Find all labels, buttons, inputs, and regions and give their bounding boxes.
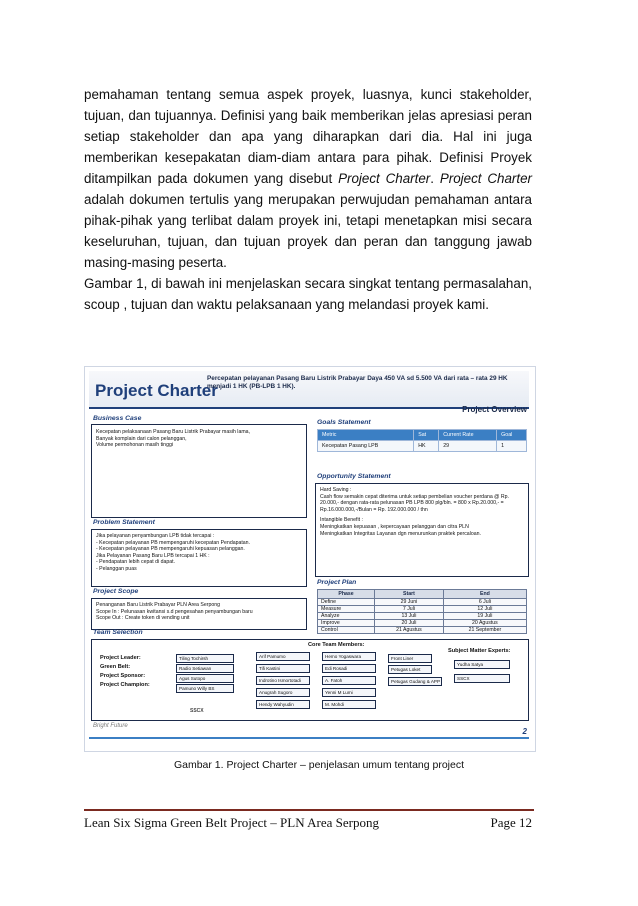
problem-text: Jika pelayanan penyambungan LPB tidak tercapai : - Kecepatan pelayanan PB mempengaruhi kecepatan Pendapatan. - Kecepatan pelayanan PB mempengaruhi kepuasan pelanggan. Jika Pelayanan Pasang Baru LPB tercapai 1 HK : - Pendapatan lebih cepat di dapat. - Pelanggan puas bbox=[96, 533, 251, 572]
project-overview-label: Project Overview bbox=[462, 405, 527, 414]
business-case-item: Volume permohonan masih tinggi bbox=[96, 442, 173, 449]
charter-subtitle: Percepatan pelayanan Pasang Baru Listrik Prabayar Daya 450 VA sd 5.500 VA dari rata – rata 29 HK menjadi 1 HK (PB-LPB 1 HK). bbox=[207, 375, 508, 390]
project-charter-figure bbox=[84, 366, 536, 752]
problem-box bbox=[91, 529, 307, 587]
team-heading: Team Selection bbox=[93, 629, 143, 636]
team-name: Pamuno Willy BS bbox=[176, 684, 234, 693]
intangible-item: Meningkatkan Integritas Layanan dgn menurunkan praktek percaloan. bbox=[320, 530, 481, 537]
paragraph-2: Gambar 1, di bawah ini menjelaskan secara singkat tentang permasalahan, scoup , tujuan dan waktu pelaksanaan yang melandasi proyek kami. bbox=[84, 276, 532, 312]
opportunity-heading: Opportunity Statement bbox=[317, 473, 391, 480]
plan-col: Phase bbox=[318, 590, 375, 599]
italic-term: Project Charter bbox=[439, 171, 533, 186]
scope-text: Penanganan Baru Listrik Prabayar PLN Area Serpong Scope In : Pelunasan kwitansi s.d pengesahan penyambungan baru Scope Out : Create token di vending unit bbox=[96, 602, 253, 622]
problem-heading: Problem Statement bbox=[93, 519, 155, 526]
core-team-heading: Core Team Members: bbox=[308, 642, 365, 648]
figure-page-number: 2 bbox=[522, 727, 527, 736]
hard-saving-text: Cash flow semakin cepat diterima untuk setiap pembelian voucher perdana @ Rp. 20.000,- dengan rata-rata pelunasan PB LPB 800 plg/bln. = 800 x Rp.20.000,- = Rp.16.000.000,-/Bulan = Rp. 192.000.000 / thn bbox=[320, 493, 509, 513]
goals-col-metric: Metric bbox=[318, 430, 414, 441]
team-name: Tiling Tochirsh bbox=[176, 654, 234, 663]
business-case-item: Kecepatan pelaksanaan Pasang Baru Listrik Prabayar masih lama, bbox=[96, 429, 250, 435]
charter-title: Project Charter bbox=[95, 381, 218, 400]
goals-table bbox=[317, 429, 527, 452]
figure-footer-rule bbox=[89, 737, 529, 739]
goals-col-current: Current Rate bbox=[439, 430, 497, 441]
goals-col-goal: Goal bbox=[497, 430, 527, 441]
sme-name: SSCX bbox=[454, 674, 510, 683]
goals-heading: Goals Statement bbox=[317, 419, 371, 426]
intangible-heading: Intangible Benefit : bbox=[320, 517, 363, 524]
business-case-text bbox=[96, 429, 301, 449]
team-box: Project Leader: Green Belt: Project Sponsor: Project Champion: Tiling Tochirsh Radio Setiawan Agus Sutopo Pamuno Willy BS SSCX Core Team Members: Arif Pamumo Hemo Yogaswara Front Liner Tifi Kastini Edi Rosadi Petugas Loket Indrotino Ismortotadi A. Fatoh Petugas Gudang & APP Anugrah Sugoro Yenni M Lumi Hendy Wahyudin M. Mohdi Subject Matter Experts: Yudha Satya SSCX bbox=[91, 639, 529, 721]
italic-term: Project Charter bbox=[338, 171, 431, 186]
goals-cell: 29 bbox=[439, 441, 497, 452]
opportunity-text bbox=[320, 487, 524, 537]
goals-cell: 1 bbox=[497, 441, 527, 452]
plan-col: Start bbox=[375, 590, 444, 599]
footer-title: Lean Six Sigma Green Belt Project – PLN Area Serpong bbox=[84, 815, 379, 830]
plan-col: End bbox=[443, 590, 526, 599]
sme-heading: Subject Matter Experts: bbox=[448, 648, 511, 654]
goals-cell: Kecepatan Pasang LPB bbox=[318, 441, 414, 452]
plan-heading: Project Plan bbox=[317, 579, 357, 586]
intangible-item: Meningkatkan kepuasan , kepercayaan pelanggan dan citra PLN bbox=[320, 523, 469, 530]
team-name: Radio Setiawan bbox=[176, 664, 234, 673]
charter-header bbox=[89, 371, 529, 409]
goals-cell: HK bbox=[414, 441, 439, 452]
brand-logo: Bright Future bbox=[93, 723, 128, 729]
business-case-box bbox=[91, 424, 307, 518]
figure-caption: Gambar 1. Project Charter – penjelasan umum tentang project bbox=[173, 759, 465, 771]
scope-box bbox=[91, 598, 307, 630]
goals-col-sat: Sat bbox=[414, 430, 439, 441]
team-name: Agus Sutopo bbox=[176, 674, 234, 683]
hard-saving-heading: Hard Saving : bbox=[320, 487, 352, 493]
sscx-small: SSCX bbox=[190, 708, 204, 714]
body-text bbox=[84, 84, 532, 315]
business-case-heading: Business Case bbox=[93, 415, 142, 422]
plan-table: Phase Start End Define 29 Juni 6 Juli Measure 7 Juli 12 Juli Analyze 13 Juli 19 Juli Improve 20 Juli 20 Agustus Control 21 Agustus 21 September bbox=[317, 589, 527, 634]
sme-name: Yudha Satya bbox=[454, 660, 510, 669]
page-number: Page 12 bbox=[490, 815, 532, 830]
footer-divider bbox=[84, 809, 534, 811]
paragraph-1: pemahaman tentang semua aspek proyek, luasnya, kunci stakeholder, tujuan, dan tujuannya. Definisi yang baik memberikan jelas apresiasi peran setiap stakeholder dan apa yang diharapkan dari dia. Hal ini juga memberikan kesepakatan diam-diam antara para pihak. Definisi Proyek ditampilkan pada dokumen yang disebut Project Charter. Project Charter adalah dokumen tertulis yang merupakan perwujudan pemahaman antara pihak-pihak yang terlibat dalam proyek ini, tetapi menetapkan misi secara keseluruhan, tujuan, dan tujuan proyek dan peran dan tanggung jawab masing-masing peserta. bbox=[84, 87, 533, 270]
opportunity-box bbox=[315, 483, 529, 577]
business-case-item: Banyak komplain dari calon pelanggan, bbox=[96, 435, 187, 442]
scope-heading: Project Scope bbox=[93, 588, 139, 595]
